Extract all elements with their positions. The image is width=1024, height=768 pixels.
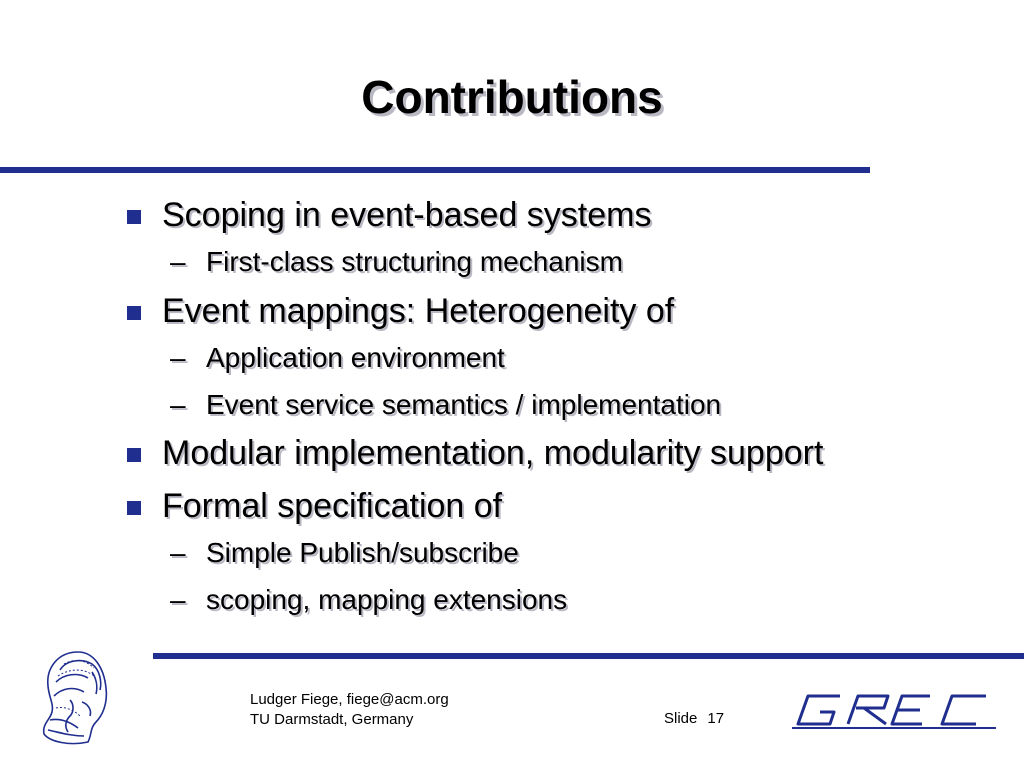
slide-number — [664, 710, 734, 727]
dash-bullet-icon: – — [170, 389, 186, 420]
bullet-text: Modular implementation, modularity support — [162, 434, 824, 472]
sub-bullet-text: Application environment — [206, 342, 505, 373]
square-bullet-icon — [127, 501, 141, 515]
bullet-text: Scoping in event-based systems — [162, 196, 652, 234]
dash-bullet-icon: – — [170, 584, 186, 615]
slide-label: Slide — [664, 710, 698, 727]
bullet-text: Formal specification of — [162, 487, 503, 525]
square-bullet-icon — [127, 210, 141, 224]
footer-author — [250, 690, 449, 730]
sub-bullet-text: Event service semantics / implementation — [206, 389, 722, 420]
sub-bullet-text: scoping, mapping extensions — [206, 584, 568, 615]
dash-bullet-icon: – — [170, 246, 186, 277]
author-line: Ludger Fiege, fiege@acm.org — [250, 691, 449, 708]
slide-title: Contributions — [361, 71, 663, 123]
square-bullet-icon — [127, 448, 141, 462]
affiliation-line: TU Darmstadt, Germany — [250, 711, 414, 728]
sub-bullet-text: Simple Publish/subscribe — [206, 537, 519, 568]
dash-bullet-icon: – — [170, 537, 186, 568]
slide-number-value: 17 — [707, 710, 725, 727]
dash-bullet-icon: – — [170, 342, 186, 373]
grec-logo-icon — [790, 690, 1000, 730]
tu-darmstadt-athena-seal-icon — [30, 642, 120, 752]
square-bullet-icon — [127, 306, 141, 320]
sub-bullet-text: First-class structuring mechanism — [206, 246, 623, 277]
footer-divider — [153, 653, 1024, 659]
bullet-text: Event mappings: Heterogeneity of — [162, 292, 675, 330]
